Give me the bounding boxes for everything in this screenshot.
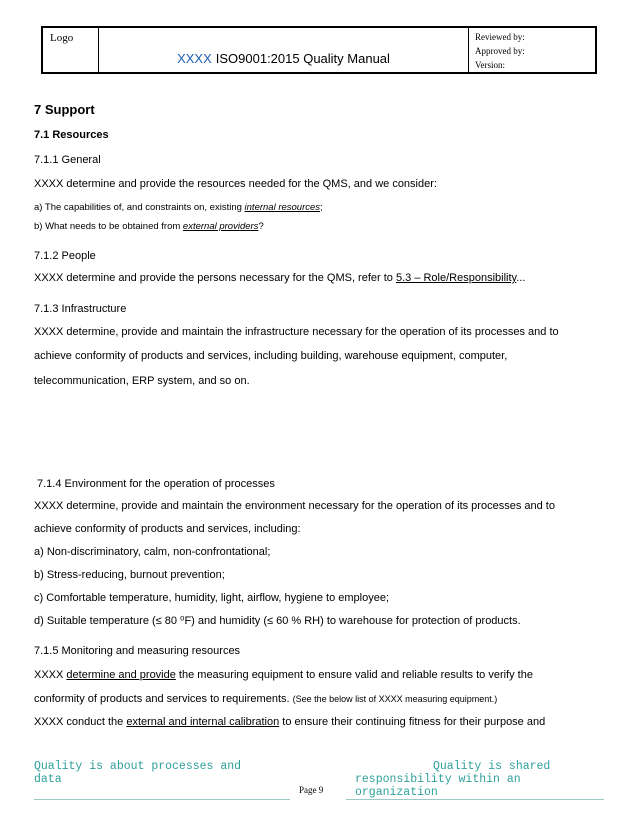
footer-right-rule <box>346 799 604 800</box>
env-item-a: a) Non-discriminatory, calm, non-confrontational; <box>34 546 271 558</box>
env-item-c: c) Comfortable temperature, humidity, light, airflow, hygiene to employee; <box>34 592 390 604</box>
logo-cell: Logo <box>43 28 99 72</box>
determine-provide-link[interactable]: determine and provide <box>66 669 176 681</box>
footer-left-rule <box>34 799 290 800</box>
internal-resources-link[interactable]: internal resources <box>244 202 321 213</box>
monitor-line-2: conformity of products and services to requirements. (See the below list of XXXX measuring equipment.) <box>34 693 498 705</box>
footer-right-quote: Quality is shared responsibility within an organization <box>355 760 551 799</box>
role-responsibility-link[interactable]: 5.3 – Role/Responsibility <box>395 272 517 284</box>
heading-infrastructure: 7.1.3 Infrastructure <box>34 303 127 315</box>
heading-people: 7.1.2 People <box>34 250 96 262</box>
env-line-2: achieve conformity of products and services, including: <box>34 523 301 535</box>
approval-cell <box>469 28 595 72</box>
item-a: a) The capabilities of, and constraints on, existing internal resources; <box>34 202 323 213</box>
title-cell <box>99 28 469 72</box>
heading-support: 7 Support <box>34 102 95 117</box>
infra-line-1: XXXX determine, provide and maintain the infrastructure necessary for the operation of its processes and to <box>34 326 559 338</box>
monitor-line-3: XXXX conduct the external and internal calibration to ensure their continuing fitness for their purpose and <box>34 716 546 728</box>
header-table <box>41 26 597 74</box>
monitor-line-1: XXXX determine and provide the measuring equipment to ensure valid and reliable results to verify the <box>34 669 533 681</box>
approved-by: Approved by: <box>475 46 525 56</box>
page-number: Page 9 <box>299 785 324 795</box>
brand-name: XXXX <box>177 51 212 66</box>
infra-line-2: achieve conformity of products and services, including building, warehouse equipment, computer, <box>34 350 508 362</box>
version: Version: <box>475 60 505 70</box>
general-text: XXXX determine and provide the resources needed for the QMS, and we consider: <box>34 178 437 190</box>
footer-left-quote: Quality is about processes and data <box>34 760 242 786</box>
equipment-note: (See the below list of XXXX measuring equipment.) <box>292 694 498 704</box>
reviewed-by: Reviewed by: <box>475 32 525 42</box>
external-providers-link[interactable]: external providers <box>182 221 259 232</box>
heading-general: 7.1.1 General <box>34 154 101 166</box>
calibration-link[interactable]: external and internal calibration <box>126 716 280 728</box>
heading-environment: 7.1.4 Environment for the operation of processes <box>37 478 275 490</box>
env-line-1: XXXX determine, provide and maintain the environment necessary for the operation of its processes and to <box>34 500 555 512</box>
people-text: XXXX determine and provide the persons necessary for the QMS, refer to 5.3 – Role/Responsibility... <box>34 272 526 284</box>
env-item-b: b) Stress-reducing, burnout prevention; <box>34 569 225 581</box>
env-item-d: d) Suitable temperature (≤ 80 ⁰F) and humidity (≤ 60 % RH) to warehouse for protection of products. <box>34 615 521 627</box>
heading-resources: 7.1 Resources <box>34 129 109 141</box>
manual-title: ISO9001:2015 Quality Manual <box>215 51 390 66</box>
infra-line-3: telecommunication, ERP system, and so on. <box>34 375 250 387</box>
heading-monitoring: 7.1.5 Monitoring and measuring resources <box>34 645 241 657</box>
item-b: b) What needs to be obtained from external providers? <box>34 221 264 232</box>
